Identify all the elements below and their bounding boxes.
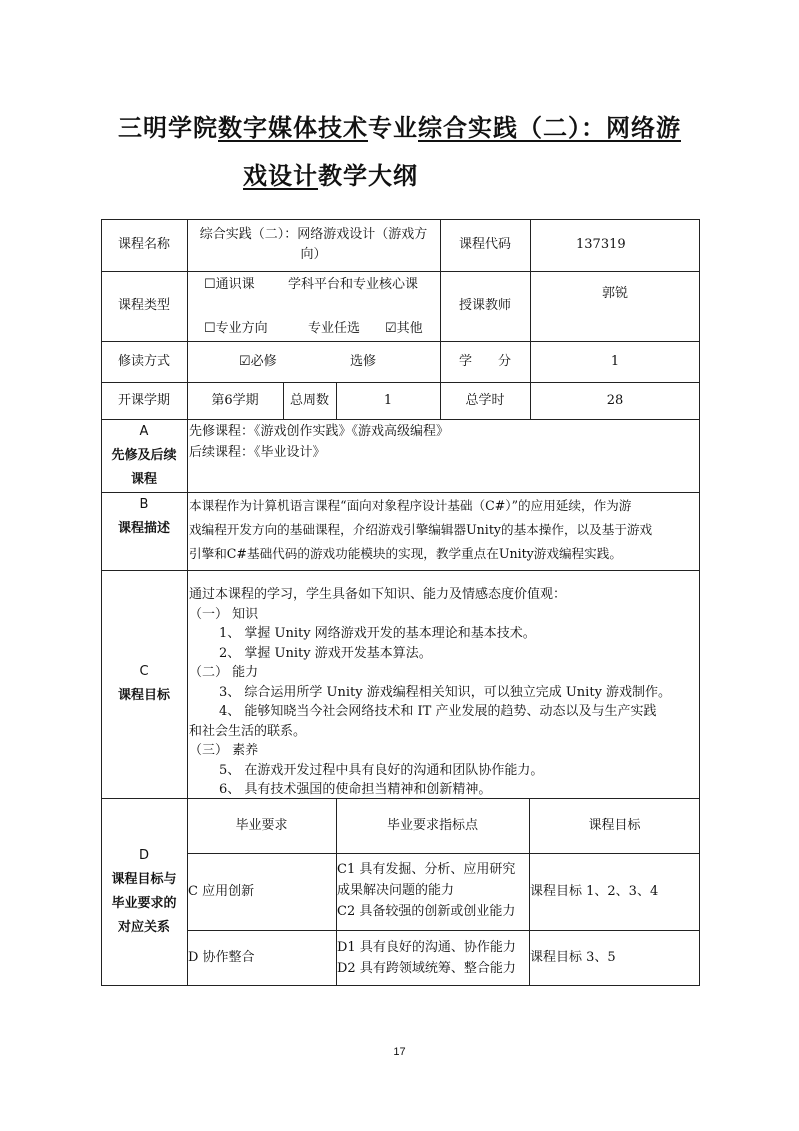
- description-line-1: 本课程作为计算机语言课程“面向对象程序设计基础（C#）”的应用延续，作为游: [189, 498, 632, 513]
- label-course-name: 课程名称: [117, 237, 170, 252]
- indicator-points-c: [337, 859, 515, 922]
- credit-value: 1: [610, 353, 620, 369]
- requirement-d: D 协作整合: [188, 949, 255, 965]
- objectives-literacy-heading: （三） 素养: [189, 743, 259, 758]
- section-a-label-line2: 课程: [130, 471, 157, 487]
- objectives-ability-heading: （二） 能力: [189, 665, 259, 680]
- label-total-hours: 总学时: [465, 392, 505, 408]
- section-c-label-text: 课程目标: [117, 688, 170, 703]
- section-d-label-line3: 对应关系: [117, 919, 170, 935]
- header-graduation-requirement: 毕业要求: [235, 817, 288, 833]
- prerequisite-courses: 先修课程：《游戏创作实践》《游戏高级编程》: [189, 424, 450, 439]
- option-direction: ☐专业方向: [204, 321, 268, 336]
- label-term: 开课学期: [117, 392, 170, 408]
- course-objectives: [189, 585, 671, 800]
- label-teacher: 授课教师: [458, 298, 511, 313]
- title-part-major: 数字媒体技术: [218, 114, 368, 142]
- title-part-school: 三明学院: [118, 114, 218, 142]
- section-c-letter: C: [139, 664, 149, 679]
- follow-up-courses: 后续课程：《毕业设计》: [189, 445, 326, 460]
- indicator-c1-line2: 成果解决问题的能力: [337, 883, 455, 898]
- page-number: 17: [393, 1046, 406, 1058]
- course-description: [189, 494, 652, 566]
- objectives-intro: 通过本课程的学习，学生具备如下知识、能力及情感态度价值观：: [189, 587, 567, 602]
- section-a-label: [101, 419, 187, 492]
- section-b-letter: B: [139, 497, 149, 512]
- section-b-label-text: 课程描述: [117, 521, 170, 536]
- title-part-course: 综合实践（二）：网络游: [418, 114, 681, 142]
- term-value: 第6学期: [211, 392, 259, 408]
- objective-5: 5、 在游戏开发过程中具有良好的沟通和团队协作能力。: [219, 762, 544, 778]
- objective-4-continued: 和社会生活的联系。: [189, 723, 307, 739]
- label-course-code: 课程代码: [458, 237, 511, 252]
- section-d-label: [101, 798, 187, 985]
- mode-required: ☑必修: [239, 354, 277, 369]
- header-indicator-points: 毕业要求指标点: [386, 817, 478, 833]
- course-name-value: 综合实践（二）：网络游戏设计（游戏方向）: [199, 227, 428, 262]
- description-line-2: 戏编程开发方向的基础课程，介绍游戏引擎编辑器Unity的基本操作，以及基于游戏: [189, 522, 653, 537]
- section-a-letter: A: [139, 423, 149, 439]
- section-d-label-line2: 毕业要求的: [111, 895, 177, 911]
- indicator-d2: D2 具有跨领域统筹、整合能力: [337, 961, 516, 976]
- objectives-knowledge-heading: （一） 知识: [189, 606, 259, 622]
- section-d-label-line1: 课程目标与: [111, 871, 177, 887]
- weeks-value: 1: [383, 392, 393, 408]
- teacher-value: 郭锐: [601, 286, 628, 301]
- hours-value: 28: [606, 392, 624, 408]
- option-other: ☑其他: [385, 321, 423, 336]
- description-line-3: 引擎和C#基础代码的游戏功能模块的实现，教学重点在Unity游戏编程实践。: [189, 546, 622, 561]
- indicator-d1: D1 具有良好的沟通、协作能力: [337, 940, 516, 955]
- objective-3: 3、 综合运用所学 Unity 游戏编程相关知识，可以独立完成 Unity 游戏制作。: [219, 684, 672, 700]
- goals-for-d: 课程目标 3、5: [530, 949, 616, 965]
- indicator-c2: C2 具备较强的创新或创业能力: [337, 904, 516, 919]
- title-part-course-end: 戏设计: [243, 162, 318, 190]
- section-d-letter: D: [138, 847, 149, 863]
- option-general: ☐通识课: [204, 277, 255, 292]
- document-title-line2: [243, 156, 418, 191]
- label-total-weeks: 总周数: [289, 392, 329, 408]
- objective-2: 2、 掌握 Unity 游戏开发基本算法。: [219, 645, 432, 661]
- objective-6: 6、 具有技术强国的使命担当精神和创新精神。: [219, 782, 492, 797]
- section-c-label: [101, 570, 187, 798]
- goals-for-c: 课程目标 1、2、3、4: [530, 883, 659, 899]
- label-study-mode: 修读方式: [117, 353, 170, 369]
- syllabus-table: [101, 219, 700, 986]
- label-course-type: 课程类型: [117, 298, 170, 313]
- indicator-c1-line1: C1 具有发掘、分析、应用研究: [337, 862, 516, 877]
- title-part-zhuanye: 专业: [368, 114, 418, 142]
- section-b-label: [101, 492, 187, 542]
- indicator-points-d: [337, 937, 516, 979]
- label-credit: 学 分: [458, 353, 511, 369]
- option-core: 学科平台和专业核心课: [288, 277, 419, 292]
- objective-4: 4、 能够知晓当今社会网络技术和 IT 产业发展的趋势、动态以及与生产实践: [219, 704, 657, 719]
- course-code-value: 137319: [576, 237, 626, 252]
- section-a-label-line1: 先修及后续: [111, 447, 177, 463]
- requirement-c: C 应用创新: [188, 883, 255, 899]
- mode-elective: 选修: [350, 354, 377, 369]
- option-elective: 专业任选: [308, 321, 361, 336]
- document-title-line1: [0, 108, 799, 143]
- header-course-goals: 课程目标: [588, 817, 641, 833]
- title-part-syllabus: 教学大纲: [318, 162, 418, 190]
- objective-1: 1、 掌握 Unity 网络游戏开发的基本理论和基本技术。: [219, 626, 536, 641]
